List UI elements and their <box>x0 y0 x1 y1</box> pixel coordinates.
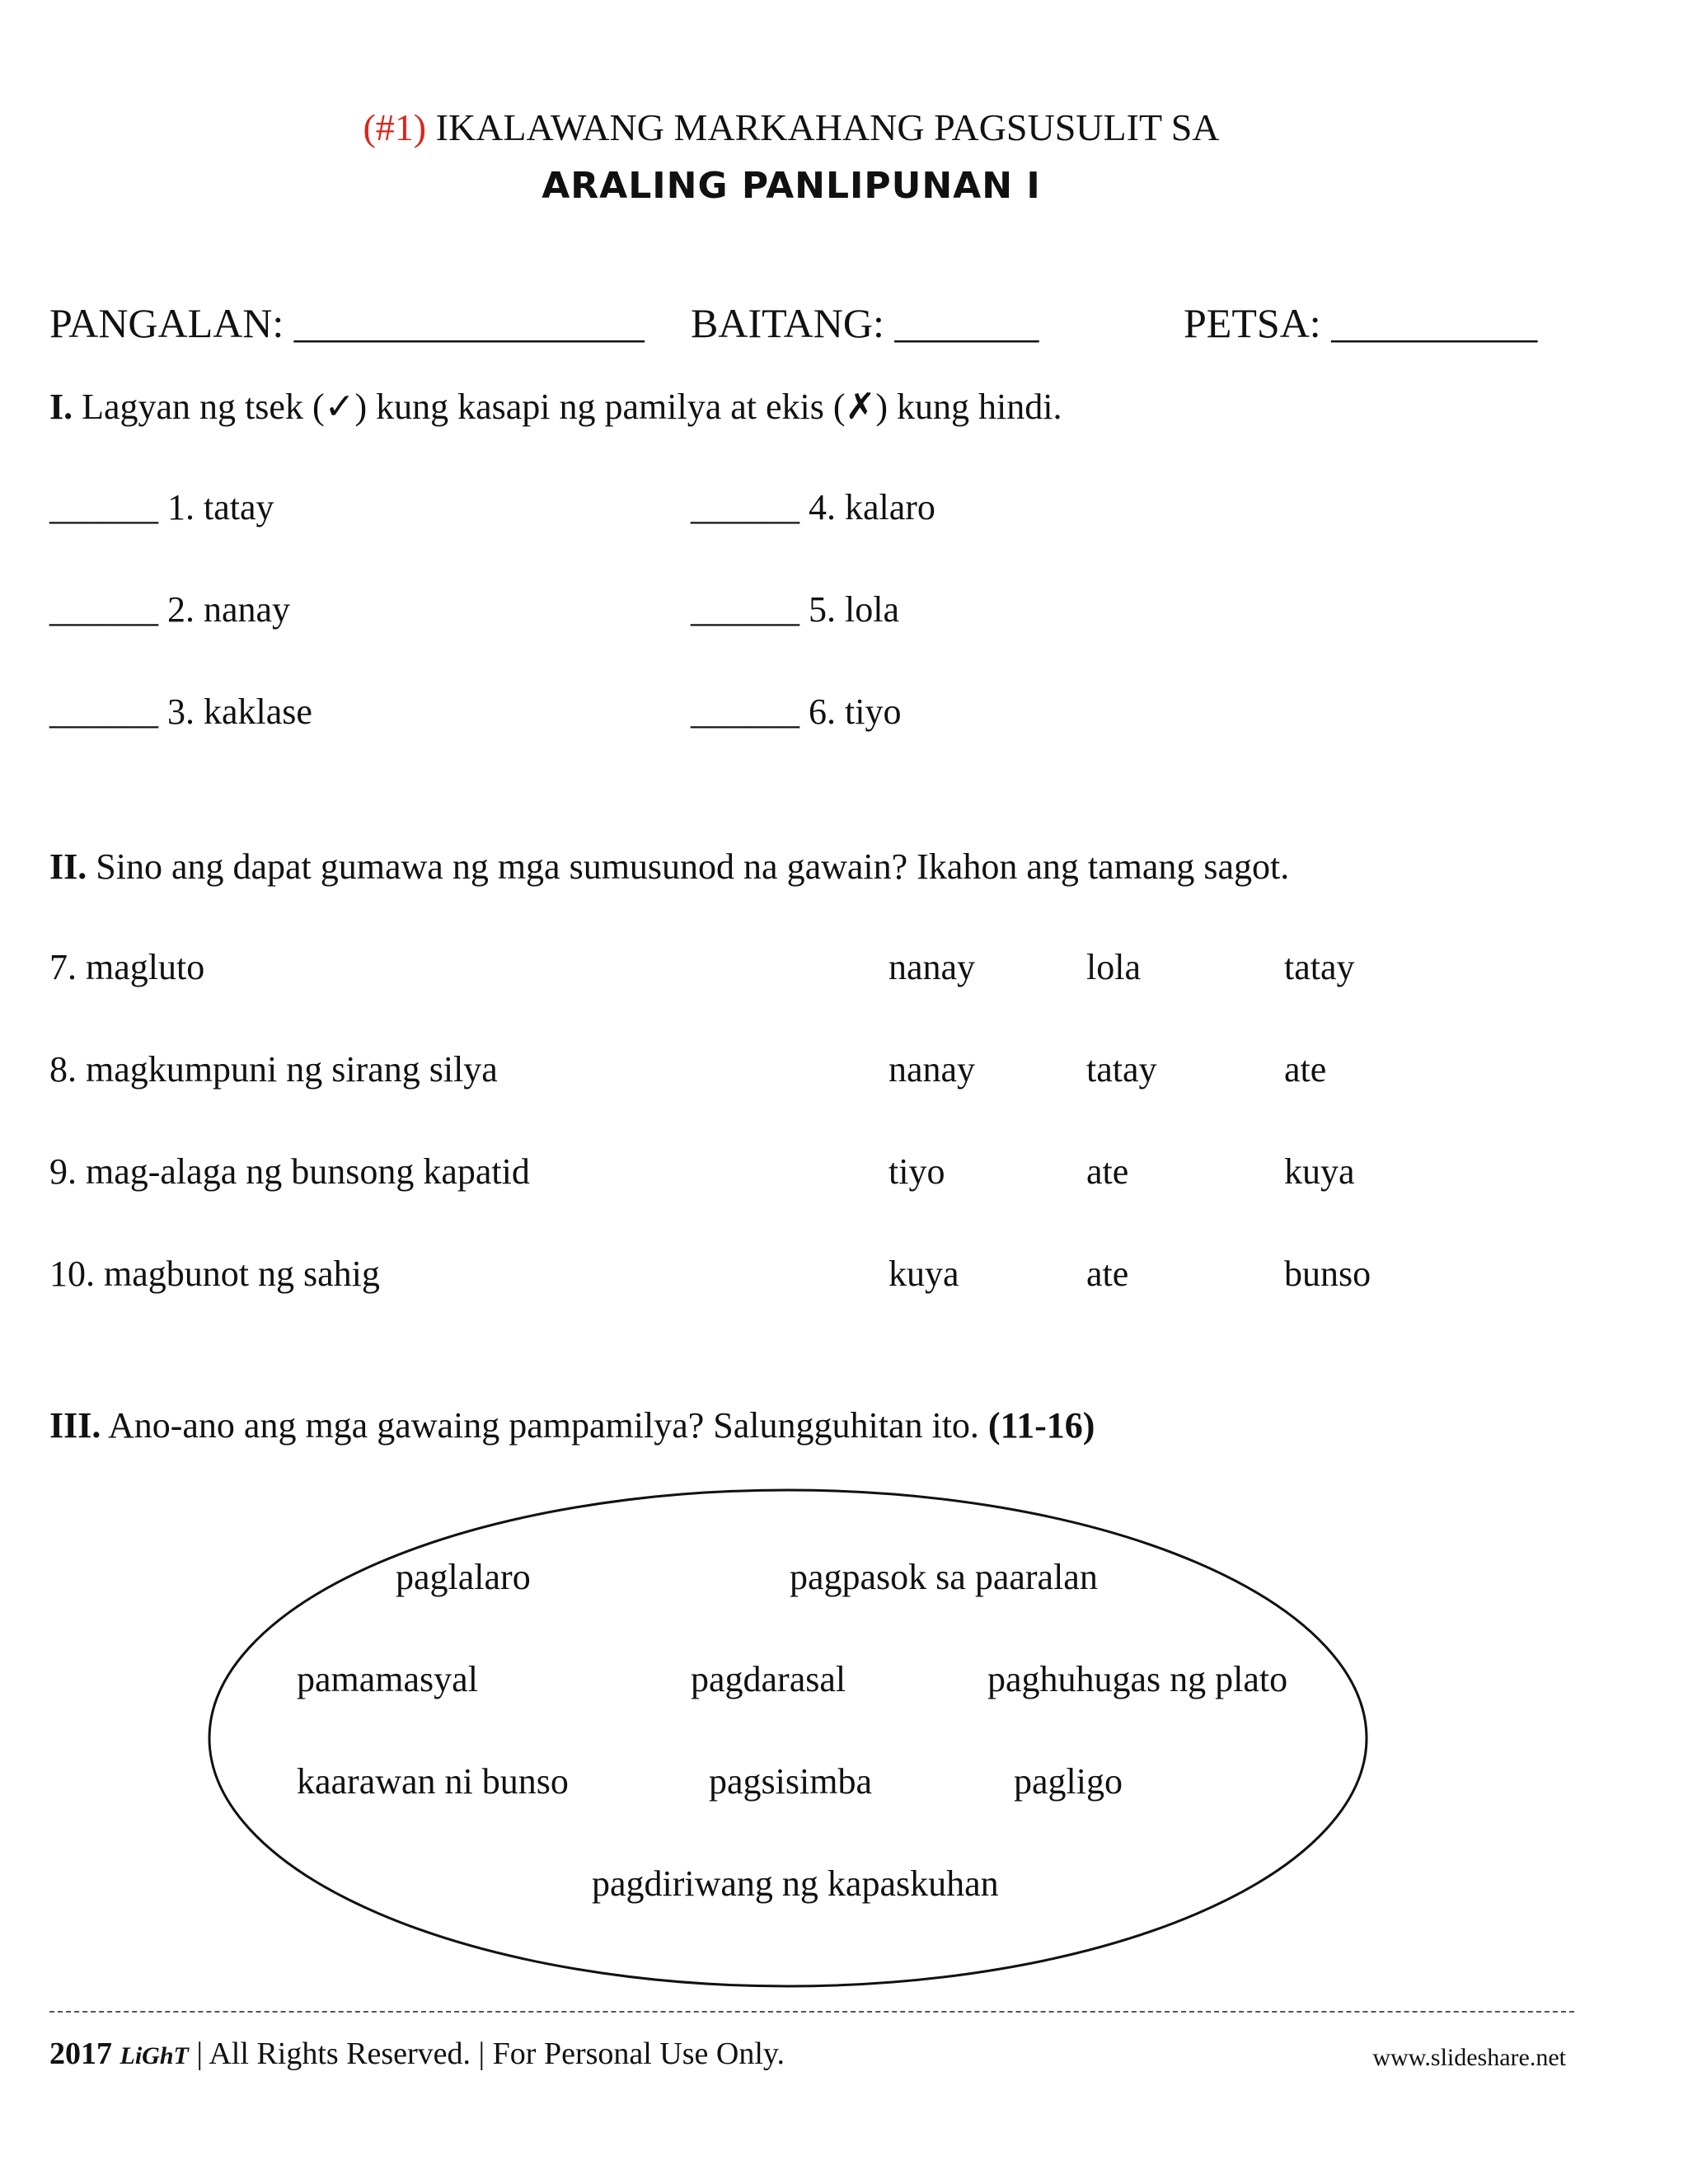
choice-option[interactable]: kuya <box>889 1254 959 1294</box>
word-oval <box>208 1488 1368 1988</box>
section3-label: III. <box>49 1405 101 1446</box>
footer-brand: LiGhT <box>120 2042 189 2069</box>
subject-title: ARALING PANLIPUNAN I <box>542 165 1041 207</box>
choice-option[interactable]: kuya <box>1284 1151 1355 1192</box>
choice-option[interactable]: ate <box>1284 1049 1327 1090</box>
word-option[interactable]: paghuhugas ng plato <box>987 1659 1288 1699</box>
choice-option[interactable]: tatay <box>1086 1049 1157 1090</box>
choice-option[interactable]: nanay <box>889 1049 976 1090</box>
test-number: (#1) <box>363 106 427 148</box>
page-title <box>0 105 1582 149</box>
section2-heading <box>49 846 1289 888</box>
choice-option[interactable]: tatay <box>1284 947 1355 987</box>
word-option[interactable]: pamamasyal <box>297 1659 478 1699</box>
word-option[interactable]: pagsisimba <box>709 1761 872 1802</box>
footer-rights: | All Rights Reserved. | For Personal Use Only. <box>196 2036 785 2071</box>
section2-instruction: Sino ang dapat gumawa ng mga sumusunod na gawain? Ikahon ang tamang sagot. <box>96 846 1290 887</box>
list-item[interactable]: ______ 2. nanay <box>49 589 291 630</box>
choice-option[interactable]: ate <box>1086 1151 1129 1192</box>
list-item[interactable]: ______ 1. tatay <box>49 487 274 527</box>
footer-website[interactable]: www.slideshare.net <box>1372 2044 1566 2071</box>
choice-option[interactable]: nanay <box>889 947 976 987</box>
section3-range: (11-16) <box>987 1405 1095 1446</box>
word-option[interactable]: pagdarasal <box>691 1659 846 1699</box>
choice-option[interactable]: lola <box>1086 947 1141 987</box>
choice-option[interactable]: bunso <box>1284 1254 1372 1294</box>
footer-divider <box>49 2011 1574 2013</box>
list-item[interactable]: ______ 6. tiyo <box>691 691 902 732</box>
test-title: IKALAWANG MARKAHANG PAGSUSULIT SA <box>435 106 1220 148</box>
footer-left <box>49 2036 785 2072</box>
word-option[interactable]: kaarawan ni bunso <box>297 1761 569 1802</box>
grade-field[interactable]: BAITANG: _______ <box>691 300 1039 346</box>
section1-label: I. <box>49 387 73 427</box>
word-option[interactable]: pagligo <box>1014 1761 1123 1802</box>
section2-label: II. <box>49 846 87 887</box>
word-option[interactable]: pagdiriwang ng kapaskuhan <box>592 1863 999 1904</box>
task-label: 9. mag-alaga ng bunsong kapatid <box>49 1151 530 1192</box>
word-option[interactable]: paglalaro <box>396 1557 531 1597</box>
choice-option[interactable]: ate <box>1086 1254 1129 1294</box>
task-label: 10. magbunot ng sahig <box>49 1254 380 1294</box>
task-label: 8. magkumpuni ng sirang silya <box>49 1049 498 1090</box>
section1-heading <box>49 386 1062 429</box>
section3-instruction: Ano-ano ang mga gawaing pampamilya? Salungguhitan ito. <box>107 1405 979 1446</box>
date-field[interactable]: PETSA: __________ <box>1184 300 1538 346</box>
section1-instruction: Lagyan ng tsek (✓) kung kasapi ng pamilya at ekis (✗) kung hindi. <box>82 387 1062 427</box>
choice-option[interactable]: tiyo <box>889 1151 945 1192</box>
list-item[interactable]: ______ 5. lola <box>691 589 899 630</box>
task-label: 7. magluto <box>49 947 205 987</box>
section3-heading <box>49 1404 1095 1447</box>
name-field[interactable]: PANGALAN: _________________ <box>49 300 645 346</box>
list-item[interactable]: ______ 4. kalaro <box>691 487 935 527</box>
footer-year: 2017 <box>49 2036 112 2071</box>
list-item[interactable]: ______ 3. kaklase <box>49 691 312 732</box>
word-option[interactable]: pagpasok sa paaralan <box>790 1557 1098 1597</box>
